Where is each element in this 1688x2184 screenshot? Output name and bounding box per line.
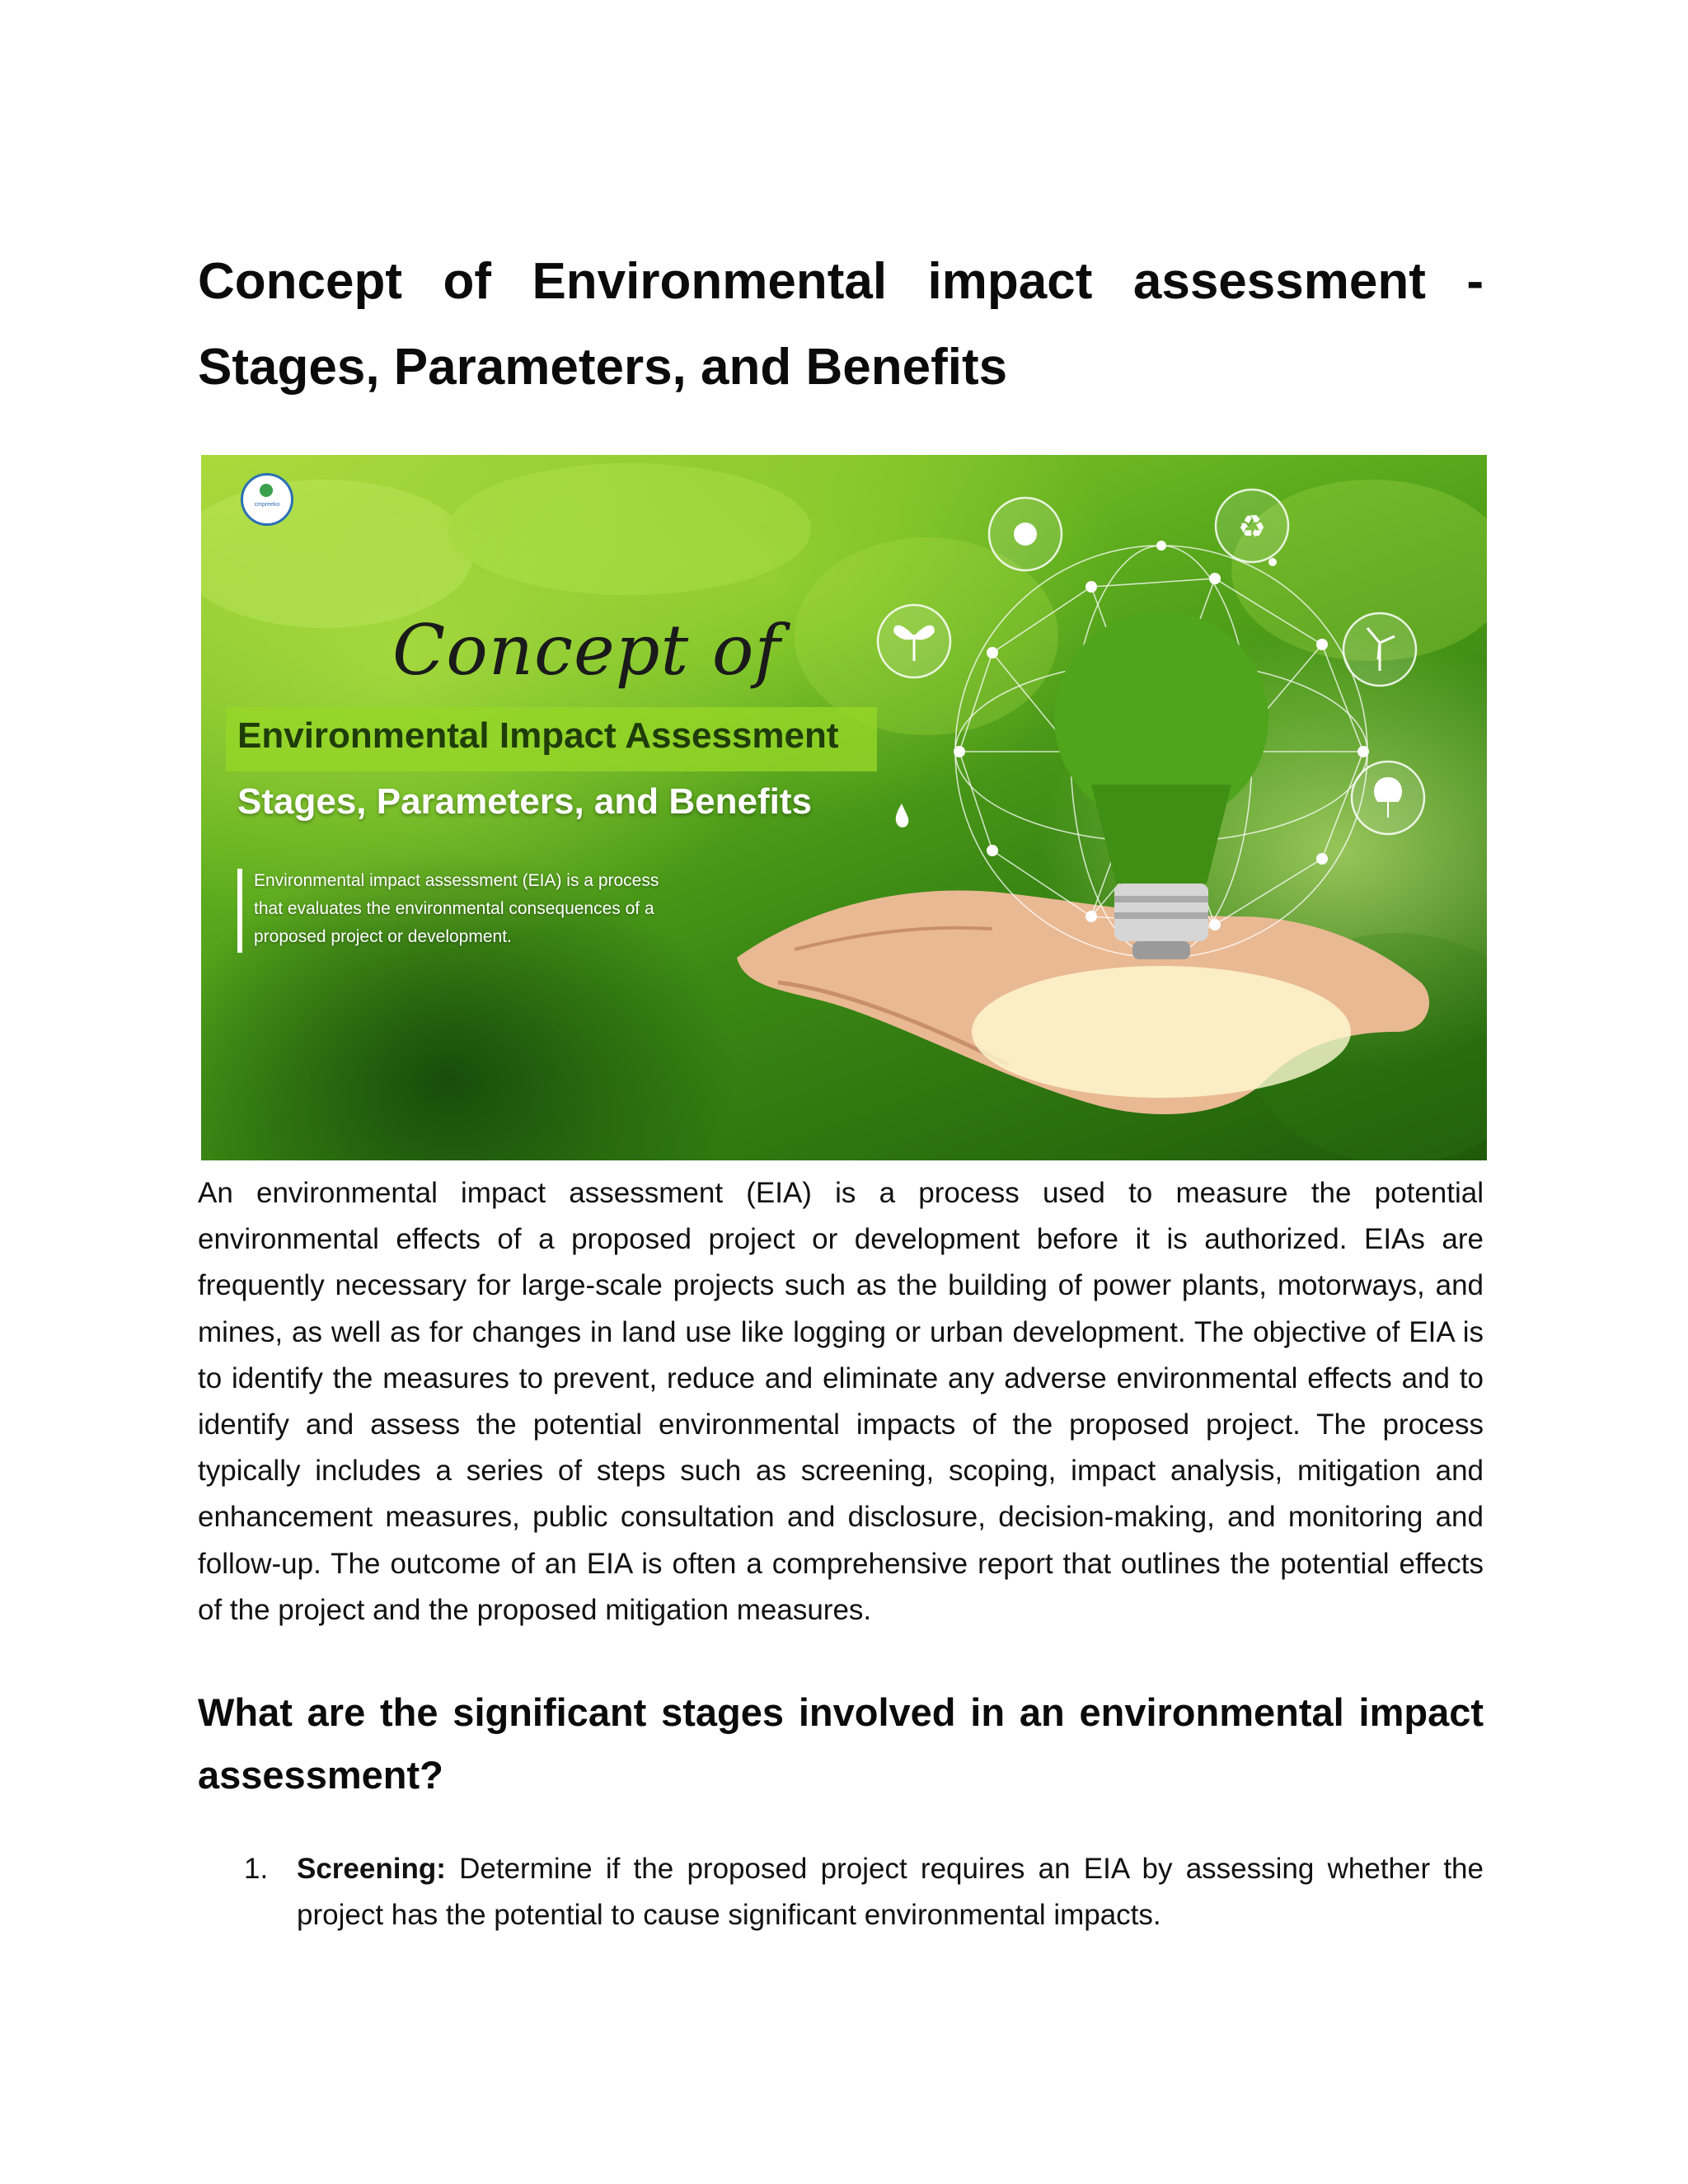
water-drop-icon: [896, 804, 909, 827]
section-heading: What are the significant stages involved in an environmental impact assessment?: [198, 1690, 1484, 1797]
list-item-term: Screening:: [297, 1853, 446, 1885]
hero-description: Environmental impact assessment (EIA) is a process that evaluates the environmental consequences of a proposed project or development.: [254, 871, 659, 946]
hero-subtitle: Stages, Parameters, and Benefits: [237, 781, 812, 822]
list-item: [198, 1846, 1484, 1938]
stages-list: [198, 1846, 1484, 1938]
list-item-number: 1.: [244, 1853, 269, 1885]
hero-image: [201, 455, 1487, 1160]
page-title: Concept of Environmental impact assessment - Stages, Parameters, and Benefits: [198, 253, 1484, 396]
hero-concept-text: Concept of: [392, 610, 781, 691]
svg-text:♻: ♻: [1237, 509, 1267, 545]
intro-paragraph: An environmental impact assessment (EIA) is a process used to measure the potential environmental effects of a proposed project or development before it is authorized. EIAs are frequently necessary for large-scale projects such as the building of power plants, motorways, and mines, as well as for changes in land use like logging or urban development. The objective of EIA is to identify the measures to prevent, reduce and eliminate any adverse environmental effects and to identify and assess the potential environmental impacts of the proposed project. The process typically includes a series of steps such as screening, scoping, impact analysis, mitigation and enhancement measures, public consultation and disclosure, decision-making, and monitoring and follow-up. The outcome of an EIA is often a comprehensive report that outlines the potential effects of the project and the proposed mitigation measures.: [198, 1177, 1484, 1626]
hero-band-title: Environmental Impact Assessment: [237, 715, 839, 756]
hero-accent-rule: [237, 869, 242, 953]
company-logo: cmpreeko: [241, 473, 293, 526]
list-item-text: Determine if the proposed project requires an EIA by assessing whether the project has the potential to cause significant environmental impacts.: [297, 1853, 1484, 1931]
